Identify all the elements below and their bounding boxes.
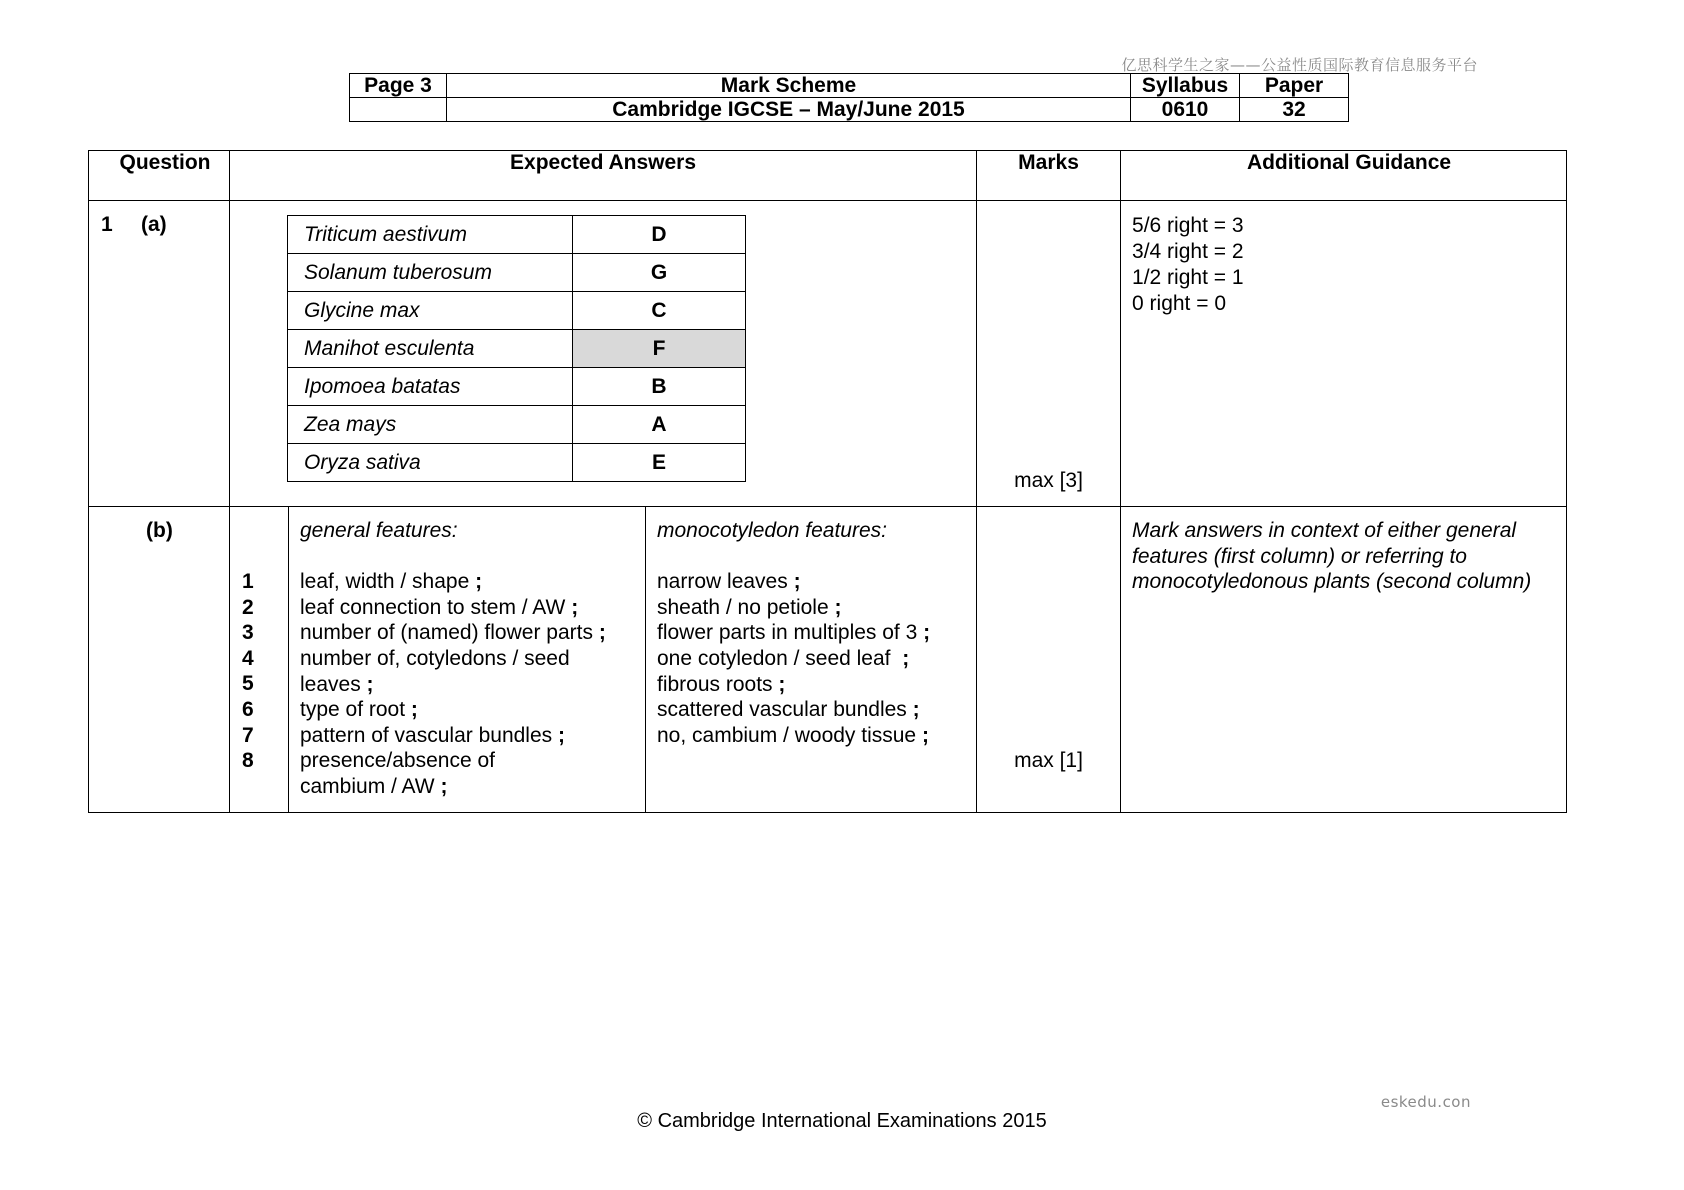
general-features: [289, 507, 646, 813]
marks-1b: [977, 507, 1121, 813]
mark-scheme-table: [88, 150, 1567, 813]
col-guidance: Additional Guidance: [1121, 151, 1567, 201]
question-part: (a): [141, 213, 167, 236]
species-letter: E: [573, 444, 746, 482]
list-item: sheath / no petiole ;: [657, 595, 842, 619]
point-number: 4: [242, 646, 254, 670]
species-letter-shaded: F: [573, 330, 746, 368]
max-marks: max [3]: [1014, 469, 1083, 492]
list-item: pattern of vascular bundles ;: [300, 723, 565, 747]
exam-name: Cambridge IGCSE – May/June 2015: [447, 98, 1131, 122]
species-name: Solanum tuberosum: [288, 254, 573, 292]
species-letter: G: [573, 254, 746, 292]
species-name: Ipomoea batatas: [288, 368, 573, 406]
col-marks: Marks: [977, 151, 1121, 201]
species-name: Oryza sativa: [288, 444, 573, 482]
table-row: [288, 368, 746, 406]
list-item: leaves ;: [300, 672, 374, 696]
syllabus-label: Syllabus: [1131, 74, 1240, 98]
watermark-top: 亿思科学生之家——公益性质国际教育信息服务平台: [1121, 56, 1478, 74]
point-number: 6: [242, 697, 254, 721]
list-item: flower parts in multiples of 3 ;: [657, 621, 931, 645]
table-row: [288, 292, 746, 330]
table-row: [288, 254, 746, 292]
list-item: number of, cotyledons / seed: [300, 646, 570, 670]
question-1a: [89, 201, 230, 507]
table-row-1b: [89, 507, 1567, 813]
watermark-bottom: eskedu.con: [1380, 1093, 1471, 1111]
species-name: Zea mays: [288, 406, 573, 444]
mono-heading: monocotyledon features:: [657, 519, 887, 542]
syllabus-code: 0610: [1131, 98, 1240, 122]
point-numbers: [230, 507, 289, 813]
table-row: [288, 330, 746, 368]
species-letter: A: [573, 406, 746, 444]
point-number: 2: [242, 595, 254, 619]
paper-number: 32: [1240, 98, 1349, 122]
point-number: 5: [242, 672, 254, 696]
species-letter: B: [573, 368, 746, 406]
list-item: type of root ;: [300, 698, 418, 722]
table-row-1a: [89, 201, 1567, 507]
list-item: cambium / AW ;: [300, 774, 448, 798]
doc-title: Mark Scheme: [447, 74, 1131, 98]
list-item: fibrous roots ;: [657, 672, 786, 696]
question-number: 1: [101, 213, 113, 236]
table-row: [288, 444, 746, 482]
monocotyledon-features: [646, 507, 977, 813]
species-letter: C: [573, 292, 746, 330]
species-name: Glycine max: [288, 292, 573, 330]
col-question: Question: [89, 151, 230, 201]
table-row: [288, 406, 746, 444]
guidance-line: 1/2 right = 1: [1132, 266, 1244, 289]
species-name: Manihot esculenta: [288, 330, 573, 368]
point-number: 3: [242, 621, 254, 645]
list-item: leaf, width / shape ;: [300, 570, 483, 594]
guidance-line: 3/4 right = 2: [1132, 240, 1244, 263]
guidance-line: 5/6 right = 3: [1132, 214, 1244, 237]
guidance-1b: Mark answers in context of either general features (first column) or referring to monocotyledonous plants (second column): [1121, 507, 1567, 813]
max-marks: max [1]: [1014, 749, 1083, 772]
list-item: presence/absence of: [300, 749, 495, 773]
list-item: number of (named) flower parts ;: [300, 621, 606, 645]
table-header-row: [89, 151, 1567, 201]
guidance-1a: [1121, 201, 1567, 507]
question-1b: [89, 507, 230, 813]
list-item: scattered vascular bundles ;: [657, 698, 920, 722]
species-name: Triticum aestivum: [288, 216, 573, 254]
guidance-line: 0 right = 0: [1132, 292, 1227, 315]
point-number: 1: [242, 570, 254, 593]
header-table: [349, 73, 1349, 122]
header-blank: [350, 98, 447, 122]
copyright-footer: © Cambridge International Examinations 2015: [637, 1110, 1047, 1132]
answer-1a: [230, 201, 977, 507]
species-letter: D: [573, 216, 746, 254]
general-heading: general features:: [300, 519, 458, 542]
list-item: narrow leaves ;: [657, 570, 801, 594]
page-label: Page 3: [350, 74, 447, 98]
species-table: [287, 215, 746, 482]
marks-1a: [977, 201, 1121, 507]
point-number: 7: [242, 723, 254, 747]
list-item: leaf connection to stem / AW ;: [300, 595, 579, 619]
point-number: 8: [242, 749, 254, 773]
col-expected-answers: Expected Answers: [230, 151, 977, 201]
list-item: one cotyledon / seed leaf ;: [657, 646, 910, 670]
question-part: (b): [146, 519, 173, 542]
paper-label: Paper: [1240, 74, 1349, 98]
list-item: no, cambium / woody tissue ;: [657, 723, 929, 747]
table-row: [288, 216, 746, 254]
